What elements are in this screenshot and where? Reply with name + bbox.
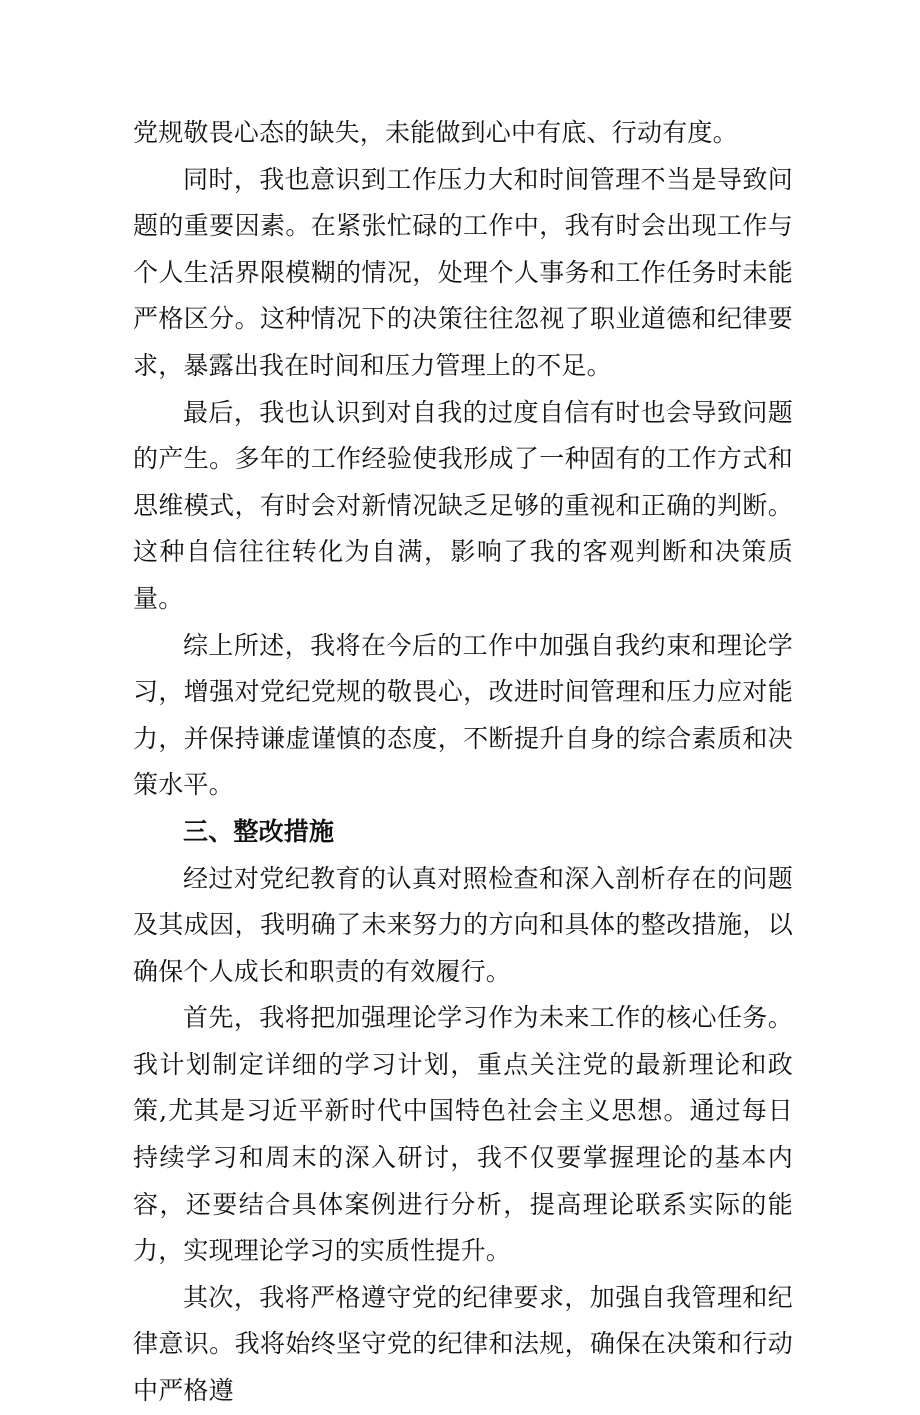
paragraph-work-pressure: 同时，我也意识到工作压力大和时间管理不当是导致问题的重要因素。在紧张忙碌的工作中，我有时会出现工作与个人生活界限模糊的情况，处理个人事务和工作任务时未能严格区分。这种情况下的决策往往忽视了职业道德和纪律要求，暴露出我在时间和压力管理上的不足。: [133, 164, 793, 380]
paragraph-rectification-intro: 经过对党纪教育的认真对照检查和深入剖析存在的问题及其成因，我明确了未来努力的方向和具体的整改措施，以确保个人成长和职责的有效履行。: [133, 863, 793, 986]
section-heading: 三、整改措施: [183, 816, 335, 846]
document-body: [133, 110, 793, 1415]
paragraph-summary: 综上所述，我将在今后的工作中加强自我约束和理论学习，增强对党纪党规的敬畏心，改进时间管理和压力应对能力，并保持谦虚谨慎的态度，不断提升自身的综合素质和决策水平。: [133, 630, 793, 800]
paragraph-discipline: 其次，我将严格遵守党的纪律要求，加强自我管理和纪律意识。我将始终坚守党的纪律和法规，确保在决策和行动中严格遵: [133, 1282, 793, 1406]
paragraph-continuation: 党规敬畏心态的缺失，未能做到心中有底、行动有度。: [133, 118, 738, 147]
paragraph-overconfidence: 最后，我也认识到对自我的过度自信有时也会导致问题的产生。多年的工作经验使我形成了一种固有的工作方式和思维模式，有时会对新情况缺乏足够的重视和正确的判断。这种自信往往转化为自满，影响了我的客观判断和决策质量。: [133, 397, 793, 613]
paragraph-theory-study: 首先，我将把加强理论学习作为未来工作的核心任务。我计划制定详细的学习计划，重点关注党的最新理论和政策,尤其是习近平新时代中国特色社会主义思想。通过每日持续学习和周末的深入研讨，我不仅要掌握理论的基本内容，还要结合具体案例进行分析，提高理论联系实际的能力，实现理论学习的实质性提升。: [133, 1003, 793, 1266]
